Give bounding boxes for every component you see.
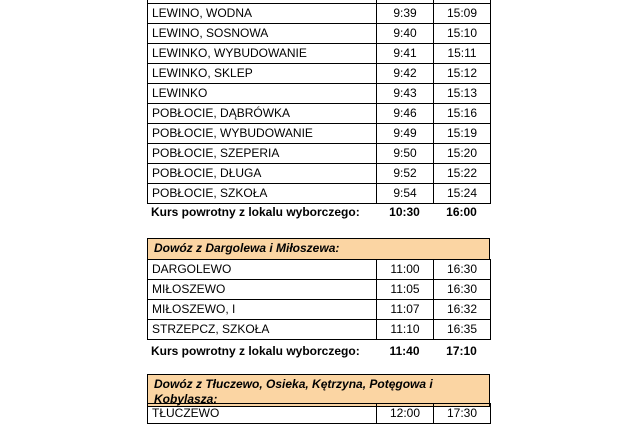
time-cell: 16:32 [434, 300, 491, 320]
time-cell: 9:42 [377, 64, 434, 84]
time-cell: 15:10 [434, 24, 491, 44]
time-cell: 9:49 [377, 124, 434, 144]
schedule-table-lewino-poblocie [147, 0, 491, 204]
time-cell: 11:00 [377, 260, 434, 280]
table-row [148, 404, 491, 424]
time-cell: 9:50 [377, 144, 434, 164]
time-cell: 15:16 [434, 104, 491, 124]
stop-cell: POBŁOCIE, DŁUGA [148, 164, 377, 184]
time-cell: 9:46 [377, 104, 434, 124]
time-cell: 12:00 [377, 404, 434, 424]
stop-cell: POBŁOCIE, SZEPERIA [148, 144, 377, 164]
return-time-1: 10:30 [389, 205, 420, 219]
time-cell: 17:30 [434, 404, 491, 424]
table-row [148, 24, 491, 44]
table-row [148, 64, 491, 84]
time-cell: 15:22 [434, 164, 491, 184]
time-cell: 16:35 [434, 320, 491, 340]
stop-cell: LEWINKO, SKLEP [148, 64, 377, 84]
table-row [148, 144, 491, 164]
stop-cell: POBŁOCIE, DĄBRÓWKA [148, 104, 377, 124]
time-cell: 11:05 [377, 280, 434, 300]
return-row-2 [147, 342, 490, 360]
table-row [148, 104, 491, 124]
table-row [148, 44, 491, 64]
time-cell: 15:12 [434, 64, 491, 84]
time-cell: 9:54 [377, 184, 434, 204]
schedule-table-dargolewo [147, 259, 491, 340]
table-row [148, 4, 491, 24]
return-time-1: 11:40 [389, 344, 420, 358]
section-header-dargolewo [147, 238, 490, 260]
time-cell: 15:20 [434, 144, 491, 164]
stop-cell: MIŁOSZEWO, I [148, 300, 377, 320]
section-header-text: Dowóz z Tłuczewo, Osieka, Kętrzyna, Potęgowa i Kobylasza: [154, 377, 433, 406]
stop-cell: LEWINO, SOSNOWA [148, 24, 377, 44]
stop-cell: TŁUCZEWO [148, 404, 377, 424]
table-row [148, 280, 491, 300]
time-cell: 15:24 [434, 184, 491, 204]
table-row [148, 84, 491, 104]
time-cell: 16:30 [434, 260, 491, 280]
stop-cell: LEWINKO, WYBUDOWANIE [148, 44, 377, 64]
table-row [148, 124, 491, 144]
time-cell: 9:40 [377, 24, 434, 44]
section-header-text: Dowóz z Dargolewa i Miłoszewa: [154, 241, 340, 255]
return-label: Kurs powrotny z lokalu wyborczego: [151, 344, 360, 358]
return-time-2: 16:00 [446, 205, 477, 219]
table-row [148, 300, 491, 320]
stop-cell: STRZEPCZ, SZKOŁA [148, 320, 377, 340]
stop-cell: POBŁOCIE, SZKOŁA [148, 184, 377, 204]
time-cell: 16:30 [434, 280, 491, 300]
return-time-2: 17:10 [446, 344, 477, 358]
time-cell: 15:19 [434, 124, 491, 144]
stop-cell: DARGOLEWO [148, 260, 377, 280]
table-row [148, 260, 491, 280]
time-cell: 15:11 [434, 44, 491, 64]
table-row [148, 184, 491, 204]
time-cell: 9:39 [377, 4, 434, 24]
stop-cell: LEWINKO [148, 84, 377, 104]
time-cell: 9:52 [377, 164, 434, 184]
table-row [148, 164, 491, 184]
time-cell: 9:43 [377, 84, 434, 104]
time-cell: 9:41 [377, 44, 434, 64]
stop-cell: MIŁOSZEWO [148, 280, 377, 300]
stop-cell: LEWINO, WODNA [148, 4, 377, 24]
return-label: Kurs powrotny z lokalu wyborczego: [151, 205, 360, 219]
return-row-1 [147, 203, 490, 221]
table-row [148, 320, 491, 340]
time-cell: 15:13 [434, 84, 491, 104]
time-cell: 11:07 [377, 300, 434, 320]
stop-cell: POBŁOCIE, WYBUDOWANIE [148, 124, 377, 144]
time-cell: 15:09 [434, 4, 491, 24]
time-cell: 11:10 [377, 320, 434, 340]
schedule-table-tluczewo [147, 403, 491, 424]
